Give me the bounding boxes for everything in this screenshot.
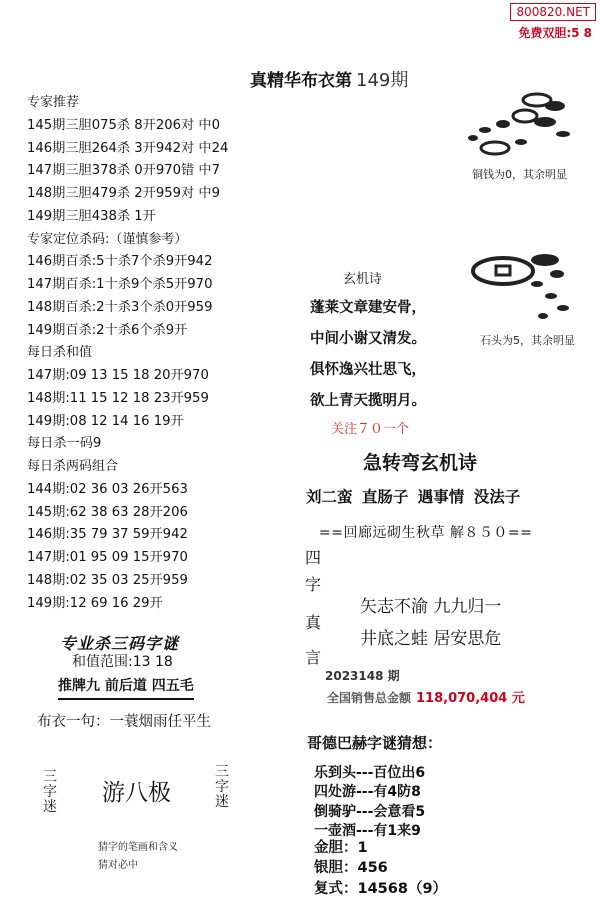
sum-range: 和值范围:13 18 — [72, 654, 173, 670]
site-badge: 800820.NET — [510, 3, 596, 21]
hint-line: 猜对必中 — [98, 860, 138, 871]
riddle-item: 倒骑驴---会意看5 — [314, 803, 426, 820]
list-item: 146期:35 79 37 59开942 — [27, 527, 188, 543]
poem-line: 蓬莱文章建安骨， — [310, 300, 426, 316]
title-issue: 149期 — [356, 70, 409, 91]
list-item: 146期百杀:5十杀7个杀9开942 — [27, 254, 213, 270]
list-item: 146期三胆264杀 3开942对 中24 — [27, 140, 229, 156]
list-item: 145期:62 38 63 28开206 — [27, 504, 188, 520]
daily-sum-heading: 每日杀和值 — [27, 345, 93, 361]
vertical-char: 四 — [305, 548, 322, 567]
list-item: 147期百杀:1十杀9个杀5开970 — [27, 277, 213, 292]
godbach-riddles — [314, 764, 425, 841]
page-title — [250, 66, 408, 92]
san-zi-mi-left: 三字迷 — [43, 769, 57, 815]
gold-pick: 金胆：1 — [314, 840, 368, 856]
list-item: 148期百杀:2十杀3个杀0开959 — [27, 299, 213, 315]
silver-pick: 银胆：456 — [314, 860, 388, 877]
kill3-title: 专业杀三码字谜 — [60, 634, 180, 653]
daily-one-code: 每日杀一码9 — [27, 436, 102, 452]
godbach-title: 哥德巴赫字谜猜想： — [307, 734, 443, 752]
free-double-pick: 免费双胆:5 8 — [518, 26, 592, 40]
vertical-char: 言 — [305, 648, 322, 667]
poem-line: 俱怀逸兴壮思飞， — [310, 362, 426, 378]
title-text: 真精华布衣第 — [250, 71, 352, 91]
urgent-poem-title: 急转弯玄机诗 — [363, 452, 478, 474]
idiom-line: 矢志不渝 九九归一 — [360, 597, 502, 617]
coin-caption-stone: 石头为5，其余明显 — [480, 334, 575, 347]
list-item: 147期:09 13 15 18 20开970 — [27, 368, 209, 383]
list-item: 149期三胆438杀 1开 — [27, 208, 156, 224]
poem-line: 欲上青天揽明月。 — [310, 393, 426, 409]
list-item: 145期三胆075杀 8开206对 中0 — [27, 117, 220, 133]
list-item: 148期三胆479杀 2开959对 中9 — [27, 186, 220, 201]
position-kill-heading: 专家定位杀码:（谨慎参考） — [27, 231, 188, 247]
pai-line: 推牌九 前后道 四五毛 — [58, 675, 194, 700]
list-item: 149期:08 12 14 16 19开 — [27, 413, 184, 429]
san-zi-mi-right: 三字迷 — [215, 764, 229, 810]
buyi-line: 布衣一句：一蓑烟雨任平生 — [37, 714, 211, 730]
coin-caption-copper: 铜钱为0，其余明显 — [472, 168, 567, 181]
sales-label: 全国销售总金额 — [327, 691, 412, 705]
vertical-char: 真 — [305, 613, 322, 632]
complex-pick: 复式：14568（9） — [314, 880, 448, 897]
poem-line: 中间小谢又清发。 — [310, 331, 426, 347]
left-column — [27, 92, 228, 615]
list-item: 147期:01 95 09 15开970 — [27, 550, 188, 565]
sales-period: 2023148 期 — [325, 669, 400, 683]
stone-illustration — [463, 246, 588, 326]
list-item: 148期:11 15 12 18 23开959 — [27, 390, 209, 406]
riddle-item: 四处游---有4防8 — [314, 784, 421, 801]
vertical-char: 字 — [305, 575, 322, 594]
list-item: 149期百杀:2十杀6个杀9开 — [27, 322, 188, 338]
list-item: 144期:02 36 03 26开563 — [27, 481, 188, 497]
coin-illustration — [455, 88, 580, 163]
sales-total — [327, 687, 525, 706]
list-item: 148期:02 35 03 25开959 — [27, 572, 188, 588]
idiom-line: 井底之蛙 居安思危 — [360, 629, 502, 649]
four-words-line: 刘二蛮 直肠子 遇事情 没法子 — [306, 488, 521, 506]
huilang-line: ==回廊远砌生秋草 解８５０== — [319, 525, 533, 541]
hint-line: 猜字的笔画和含义 — [98, 842, 178, 853]
poem-heading: 玄机诗 — [343, 272, 383, 287]
riddle-answer: 游八极 — [102, 780, 171, 806]
follow-note: 关注７０一个 — [331, 422, 410, 437]
list-item: 147期三胆378杀 0开970错 中7 — [27, 163, 220, 179]
godbach-picks — [314, 838, 447, 899]
riddle-item: 乐到头---百位出6 — [314, 765, 426, 781]
daily-two-heading: 每日杀两码组合 — [27, 459, 119, 474]
poem-lines — [310, 293, 426, 417]
riddle-item: 一壶酒---有1来9 — [314, 822, 421, 839]
expert-heading: 专家推荐 — [27, 95, 80, 110]
sales-amount: 118,070,404 元 — [416, 691, 525, 706]
list-item: 149期:12 69 16 29开 — [27, 595, 163, 611]
